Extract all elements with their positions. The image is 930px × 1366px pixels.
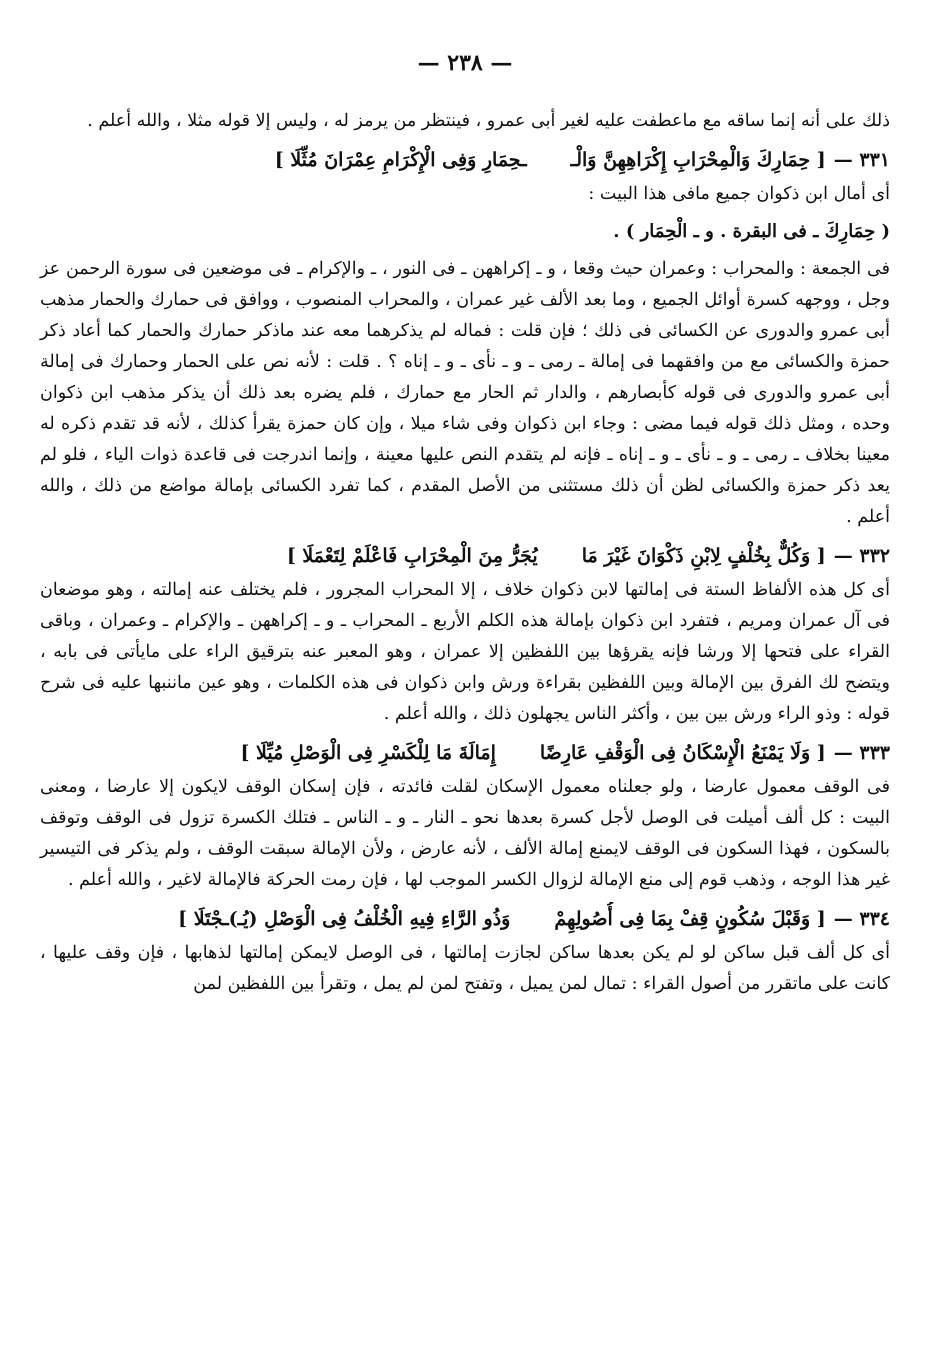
verse-second-hemistich: ـحِمَارِ وَفِى الْإِكْرَامِ عِمْرَانَ مُثِّلَا ] (274, 149, 527, 171)
verse-first-hemistich: [ وَكُلٌّ بِخُلْفٍ لِابْنِ ذَكْوَانَ غَيْرَ مَا (581, 545, 826, 567)
verse-number: ٣٣٢ — (833, 545, 890, 567)
verse-number: ٣٣١ — (833, 149, 890, 171)
text-column (40, 106, 890, 1000)
verse-first-hemistich: [ حِمَارِكَ وَالْمِحْرَابِ إِكْرَاهِهِنَّ وَالْـ (570, 149, 826, 171)
verse-333 (40, 736, 890, 770)
paragraph: فى الوقف معمول عارضا ، ولو جعلناه معمول الإسكان لقلت فائدته ، فإن إسكان الوقف لايكون إلا عارضا ، ومعنى البيت : كل ألف أميلت فى الوصل لأجل كسرة بعدها نحو ـ النار ـ و ـ الناس ـ فتلك الكسرة تزول فى الوقف وتوقف بالسكون ، فهذا السكون فى الوقف لايمنع إمالة الألف ، لأنه عارض ، ولأن الإمالة سبقت الوقف ، ولم يذكر فى التيسير غير هذا الوجه ، وذهب قوم إلى منع الإمالة لزوال الكسر الموجب لها ، فإن رمت الحركة فالإمالة لاغير ، والله أعلم . (40, 777, 890, 890)
verse-second-hemistich: إِمَالَةَ مَا لِلْكَسْرِ فِى الْوَصْلِ مُيِّلَا ] (240, 742, 496, 764)
verse-second-hemistich: يُجَرُّ مِنَ الْمِحْرَابِ فَاعْلَمْ لِتَعْمَلَا ] (286, 545, 538, 567)
verse-331 (40, 143, 890, 177)
paragraph: أى أمال ابن ذكوان جميع مافى هذا البيت : (588, 184, 890, 204)
page-number: — ٢٣٨ — (417, 50, 513, 76)
verse-number: ٣٣٣ — (833, 742, 890, 764)
verse-334 (40, 902, 890, 936)
verse-first-hemistich: [ وَلَا يَمْنَعُ الْإِسْكَانُ فِى الْوَقْفِ عَارِضًا (539, 742, 826, 764)
verse-first-hemistich: [ وَقَبْلَ سُكُونٍ قِفْ بِمَا فِى أُصُولِهِمْ (554, 908, 826, 930)
quoted-words: ( حِمَارِكَ ـ فى البقرة . و ـ الْحِمَار ) . (613, 221, 890, 242)
verse-second-hemistich: وَذُو الرَّاءِ فِيهِ الْخُلْفُ فِى الْوَصْلِ (يُـ)ـجْتَلَا ] (178, 908, 511, 930)
paragraph: أى كل هذه الألفاظ الستة فى إمالتها لابن ذكوان خلاف ، إلا المحراب المجرور ، فلم يختلف عنه إمالته ، وهو موضعان فى آل عمران ومريم ، فتفرد ابن ذكوان بإمالة هذه الكلم الأربع ـ المحراب ـ و ـ إكراههن ـ والإكرام ـ وعمران ، وباقى القراء على فتحها إلا ورشا فإنه يقرؤها بين اللفظين إلا عمران ، وهو المعبر عنه بترقيق الراء على مايأتى فى بابه ، ويتضح لك الفرق بين الإمالة وبين اللفظين بقراءة ورش وابن ذكوان فى هذه الكلمات ، وهو عين ماننبها عليه فى شرح قوله : وذو الراء ورش بين بين ، وأكثر الناس يجهلون ذلك ، والله أعلم . (40, 580, 890, 724)
paragraph: أى كل ألف قبل ساكن لو لم يكن بعدها ساكن لجازت إمالتها ، فى الوصل لايمكن إمالتها لذهابها ، فإن وقف عليها ، كانت على ماتقرر من أصول القراء : تمال لمن يميل ، وتفتح لمن لم يمل ، وتقرأ بين اللفظين لمن (40, 943, 890, 994)
verse-number: ٣٣٤ — (833, 908, 890, 930)
paragraph: فى الجمعة : والمحراب : وعمران حيث وقعا ، و ـ إكراههن ـ فى النور ، ـ والإكرام ـ فى موضعين فى سورة الرحمن عز وجل ، ووجهه كسرة أوائل الجميع ، وما بعد الألف غير عمران ، والمحراب المنصوب ، ووافق فى حمارك والحمار مذهب أبى عمرو والدورى عن الكسائى فى ذلك ؛ فإن قلت : فماله لم يذكرهما معه عند ماذكر حمارك والحمار كما أعاد ذكر حمزة والكسائى مع من وافقهما فى إمالة ـ رمى ـ و ـ نأى ـ و ـ إناه ؟ . قلت : لأنه نص على الحمار وحمارك فى إمالة أبى عمرو والدورى فى قوله كأبصارهم ، والدار ثم الحار مع حمارك ، فلم يضره بعد ذلك أن يذكر مذهب ابن ذكوان وحده ، ومثل ذلك قوله فيما مضى : وجاء ابن ذكوان وفى شاء ميلا ، وإن كان حمزة يقرأ كذلك ، لأنه قد تقدم ذكره له معينا بخلاف ـ رمى ـ و ـ نأى ـ و ـ إناه ـ فإنه لم يتقدم النص عليها معينة ، وإنما اندرجت فى قاعدة ذوات الياء ، فلو لم يعد ذكر حمزة والكسائى لظن أن ذلك مستثنى من الأصل المقدم ، كما تفرد الكسائى بإمالة مواضع من ذلك ، والله أعلم . (40, 259, 890, 527)
paragraph: ذلك على أنه إنما ساقه مع ماعطفت عليه لغير أبى عمرو ، فينتظر من يرمز له ، وليس إلا قوله مثلا ، والله أعلم . (87, 111, 890, 131)
verse-332 (40, 539, 890, 573)
